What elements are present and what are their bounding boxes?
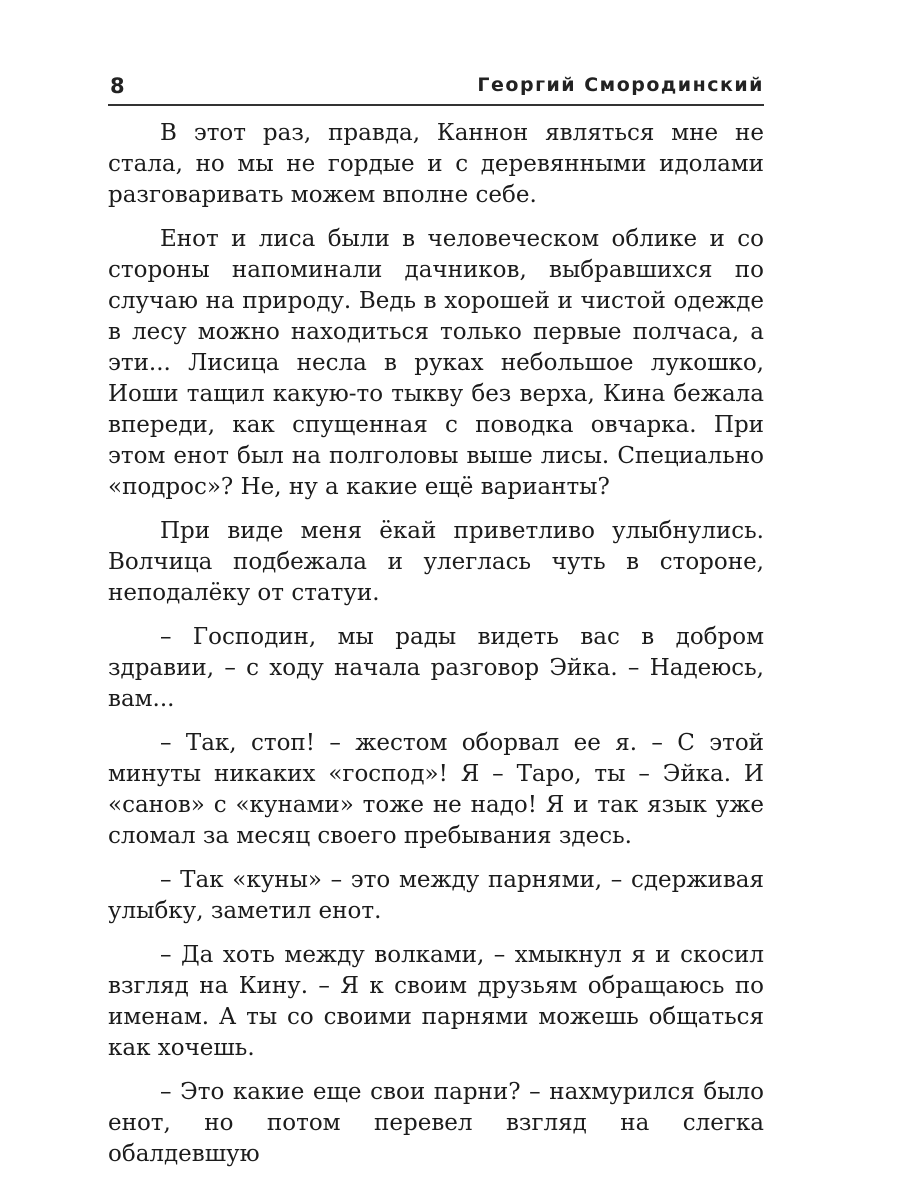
- paragraph: – Да хоть между волками, – хмыкнул я и скосил взгляд на Кину. – Я к своим друзьям обращаюсь по именам. А ты со своими парнями можешь общаться как хочешь.: [108, 942, 764, 1061]
- paragraph: – Так, стоп! – жестом оборвал ее я. – С этой минуты никаких «господ»! Я – Таро, ты – Эйка. И «санов» с «кунами» тоже не надо! Я и так язык уже сломал за месяц своего пребывания здесь.: [108, 730, 764, 849]
- running-header: [108, 70, 764, 104]
- paragraph: – Господин, мы рады видеть вас в добром здравии, – с ходу начала разговор Эйка. – Надеюсь, вам...: [108, 624, 764, 712]
- paragraph: В этот раз, правда, Каннон являться мне не стала, но мы не гордые и с деревянными идолами разговаривать можем вполне себе.: [108, 120, 764, 208]
- paragraph: При виде меня ёкай приветливо улыбнулись. Волчица подбежала и улеглась чуть в стороне, неподалёку от статуи.: [108, 518, 764, 606]
- body-text: [108, 118, 764, 1183]
- paragraph: – Это какие еще свои парни? – нахмурился было енот, но потом перевел взгляд на слегка обалдевшую: [108, 1079, 764, 1167]
- page-number: 8: [110, 74, 125, 98]
- paragraph: Енот и лиса были в человеческом облике и со стороны напоминали дачников, выбравшихся по случаю на природу. Ведь в хорошей и чистой одежде в лесу можно находиться только первые полчаса, а эти... Лисица несла в руках небольшое лукошко, Иоши тащил какую-то тыкву без верха, Кина бежала впереди, как спущенная с поводка овчарка. При этом енот был на полголовы выше лисы. Специально «подрос»? Не, ну а какие ещё варианты?: [108, 226, 764, 500]
- running-title: Георгий Смородинский: [477, 74, 764, 96]
- paragraph: – Так «куны» – это между парнями, – сдерживая улыбку, заметил енот.: [108, 867, 764, 924]
- header-rule: [108, 104, 764, 106]
